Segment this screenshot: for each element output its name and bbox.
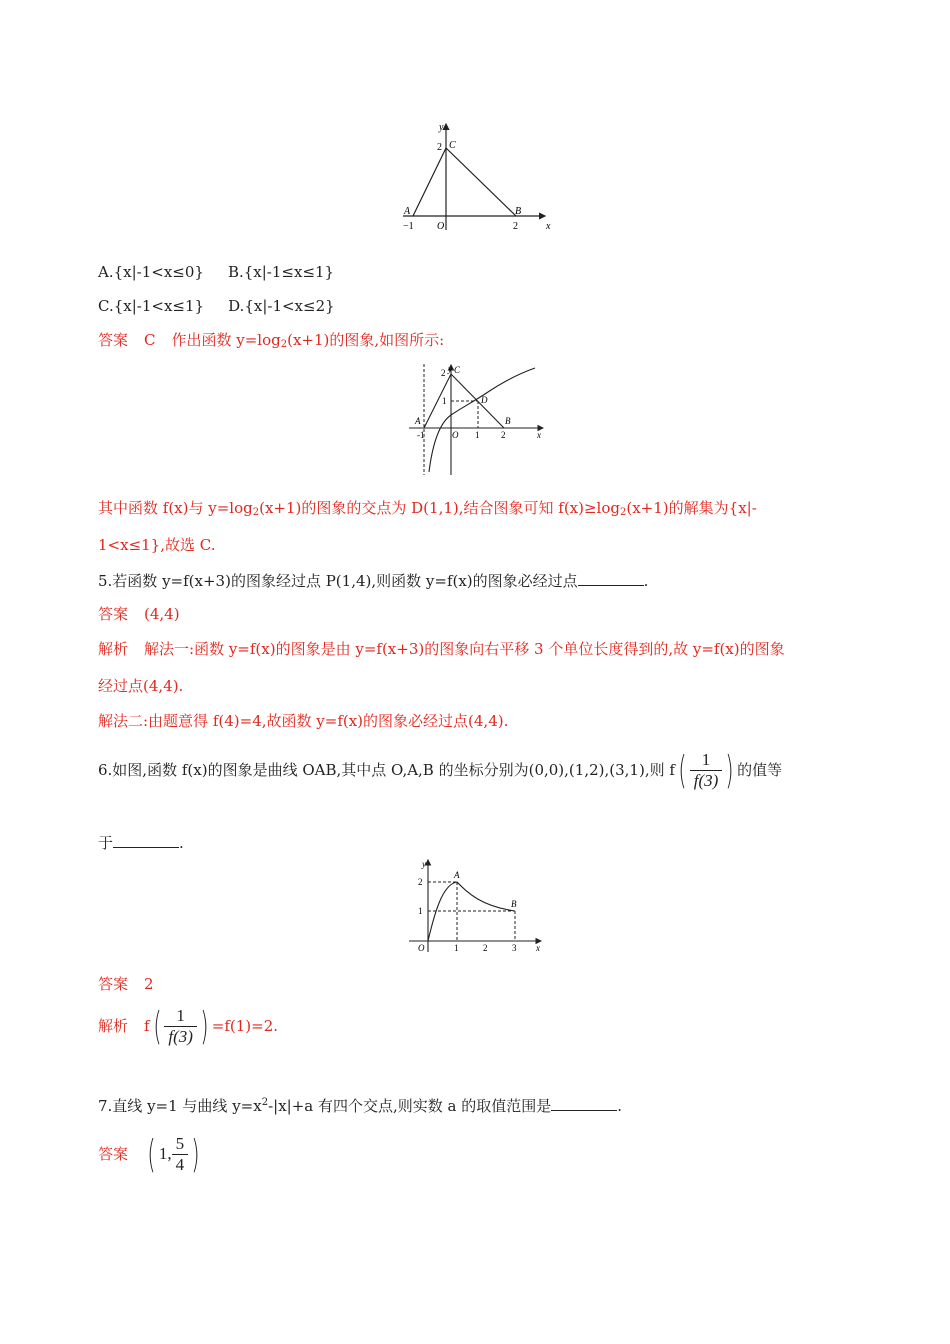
options-row-1 xyxy=(98,262,334,282)
interval-left: 1, xyxy=(158,1144,172,1163)
q6-explanation: 解析 f( $\frac{1}{f(3)}$ ) =f(1)=2. xyxy=(98,1004,279,1048)
tick-1-x: 1 xyxy=(454,943,459,953)
question-text: 7.直线 y=1 与曲线 y=x xyxy=(98,1097,262,1115)
explanation-text: (x+1)的解集为{x|- xyxy=(626,499,757,517)
q4-explanation-line2: 1<x≤1},故选 C. xyxy=(98,536,216,554)
tick-2-y: 2 xyxy=(437,142,442,153)
figure-triangle xyxy=(395,118,560,238)
point-c-label: C xyxy=(449,140,456,151)
log-base: 2 xyxy=(280,339,288,350)
y-axis-label: y xyxy=(422,859,426,869)
point-c-label: C xyxy=(454,365,461,375)
fraction-5-over-4: $\frac{5}{4}$ xyxy=(172,1134,189,1175)
answer-value: (4,4) xyxy=(144,605,180,623)
explanation-label: 解析 xyxy=(98,640,129,658)
explanation-text: (x+1)的图象的交点为 D(1,1),结合图象可知 f(x)≥log xyxy=(259,499,620,517)
question-text: 6.如图,函数 f(x)的图象是曲线 OAB,其中点 O,A,B 的坐标分别为(0,0),(1,2),(3,1),则 f xyxy=(98,761,675,779)
log-base: 2 xyxy=(252,507,260,518)
point-a-label: A xyxy=(404,206,411,217)
tick-2-y: 2 xyxy=(418,877,423,887)
answer-label: 答案 xyxy=(98,1145,129,1163)
answer-value: C xyxy=(144,331,156,349)
answer-value: 2 xyxy=(144,975,154,993)
answer-label: 答案 xyxy=(98,331,129,349)
x-axis-label: x xyxy=(546,221,551,232)
answer-text: 作出函数 y=log xyxy=(171,331,281,349)
y-axis-label: y xyxy=(439,122,444,133)
question-text: 5.若函数 y=f(x+3)的图象经过点 P(1,4),则函数 y=f(x)的图象必经过点 xyxy=(98,572,578,590)
period: . xyxy=(617,1097,623,1115)
figure-curve-oab xyxy=(405,856,550,958)
tick-2-x: 2 xyxy=(513,221,518,232)
option-d[interactable]: D.{x|-1<x≤2} xyxy=(228,297,335,315)
tick-neg1: -1 xyxy=(417,430,425,440)
explanation-text: 其中函数 f(x)与 y=log xyxy=(98,499,253,517)
period: . xyxy=(179,834,184,852)
tick-1-y: 1 xyxy=(442,396,447,406)
period: . xyxy=(643,572,649,590)
options-row-2 xyxy=(98,296,335,316)
log-base: 2 xyxy=(620,507,627,518)
q5-answer xyxy=(98,604,180,624)
q5-explanation-line1 xyxy=(98,639,785,659)
option-a[interactable]: A.{x|-1<x≤0} xyxy=(98,263,204,281)
explanation-result: =f(1)=2. xyxy=(211,1017,279,1035)
answer-label: 答案 xyxy=(98,605,129,623)
q5-explanation-line2: 经过点(4,4). xyxy=(98,677,184,695)
tick-2-x: 2 xyxy=(501,430,506,440)
tick-3-x: 3 xyxy=(512,943,517,953)
q6-question: 6.如图,函数 f(x)的图象是曲线 OAB,其中点 O,A,B 的坐标分别为(0,0),(1,2),(3,1),则 f( $\frac{1}{f(3)}$ ) 的值等 xyxy=(98,748,783,792)
x-axis-label: x xyxy=(537,430,541,440)
tick-1-y: 1 xyxy=(418,906,423,916)
x-axis-label: x xyxy=(536,943,540,953)
point-b-label: B xyxy=(515,206,522,217)
q7-question xyxy=(98,1093,622,1116)
point-a-label: A xyxy=(415,416,421,426)
answer-text-tail: (x+1)的图象,如图所示: xyxy=(287,331,445,349)
explanation-label: 解析 xyxy=(98,1017,129,1035)
answer-label: 答案 xyxy=(98,975,129,993)
question-text-tail: -|x|+a 有四个交点,则实数 a 的取值范围是 xyxy=(268,1097,552,1115)
q4-answer xyxy=(98,330,444,355)
point-b-label: B xyxy=(511,899,517,909)
tick-2-y: 2 xyxy=(441,368,446,378)
point-a-label: A xyxy=(454,870,460,880)
q7-answer: 答案 ( 1, $\frac{5}{4}$ ) xyxy=(98,1132,200,1176)
origin-label: O xyxy=(452,430,459,440)
q5-question xyxy=(98,570,648,591)
option-b[interactable]: B.{x|-1≤x≤1} xyxy=(227,263,335,281)
question-tail: 的值等 xyxy=(737,761,783,779)
explanation-text: f xyxy=(144,1017,150,1035)
option-c[interactable]: C.{x|-1<x≤1} xyxy=(98,297,205,315)
answer-blank[interactable] xyxy=(551,1095,617,1111)
origin-label: O xyxy=(437,221,445,232)
fraction-1-over-f3: $\frac{1}{f(3)}$ xyxy=(690,750,723,791)
q5-explanation-line3: 解法二:由题意得 f(4)=4,故函数 y=f(x)的图象必经过点(4,4). xyxy=(98,712,509,730)
tick-2-x: 2 xyxy=(483,943,488,953)
explanation-text: 解法一:函数 y=f(x)的图象是由 y=f(x+3)的图象向右平移 3 个单位长度得到的,故 y=f(x)的图象 xyxy=(144,640,785,658)
tick-1-x: 1 xyxy=(475,430,480,440)
origin-label: O xyxy=(418,943,425,953)
q6-answer xyxy=(98,974,154,994)
q6-question-line2 xyxy=(98,832,184,853)
answer-blank[interactable] xyxy=(113,832,179,848)
tick-neg1: −1 xyxy=(403,221,414,232)
point-b-label: B xyxy=(505,416,511,426)
question-text: 于 xyxy=(98,834,114,852)
exponent: 2 xyxy=(261,1097,269,1108)
q4-explanation-line1 xyxy=(98,498,757,523)
answer-blank[interactable] xyxy=(578,570,644,586)
point-d-label: D xyxy=(481,395,488,405)
y-axis-label: y xyxy=(448,364,452,374)
figure-log-intersection xyxy=(403,360,553,480)
fraction-1-over-f3: $\frac{1}{f(3)}$ xyxy=(164,1006,197,1047)
